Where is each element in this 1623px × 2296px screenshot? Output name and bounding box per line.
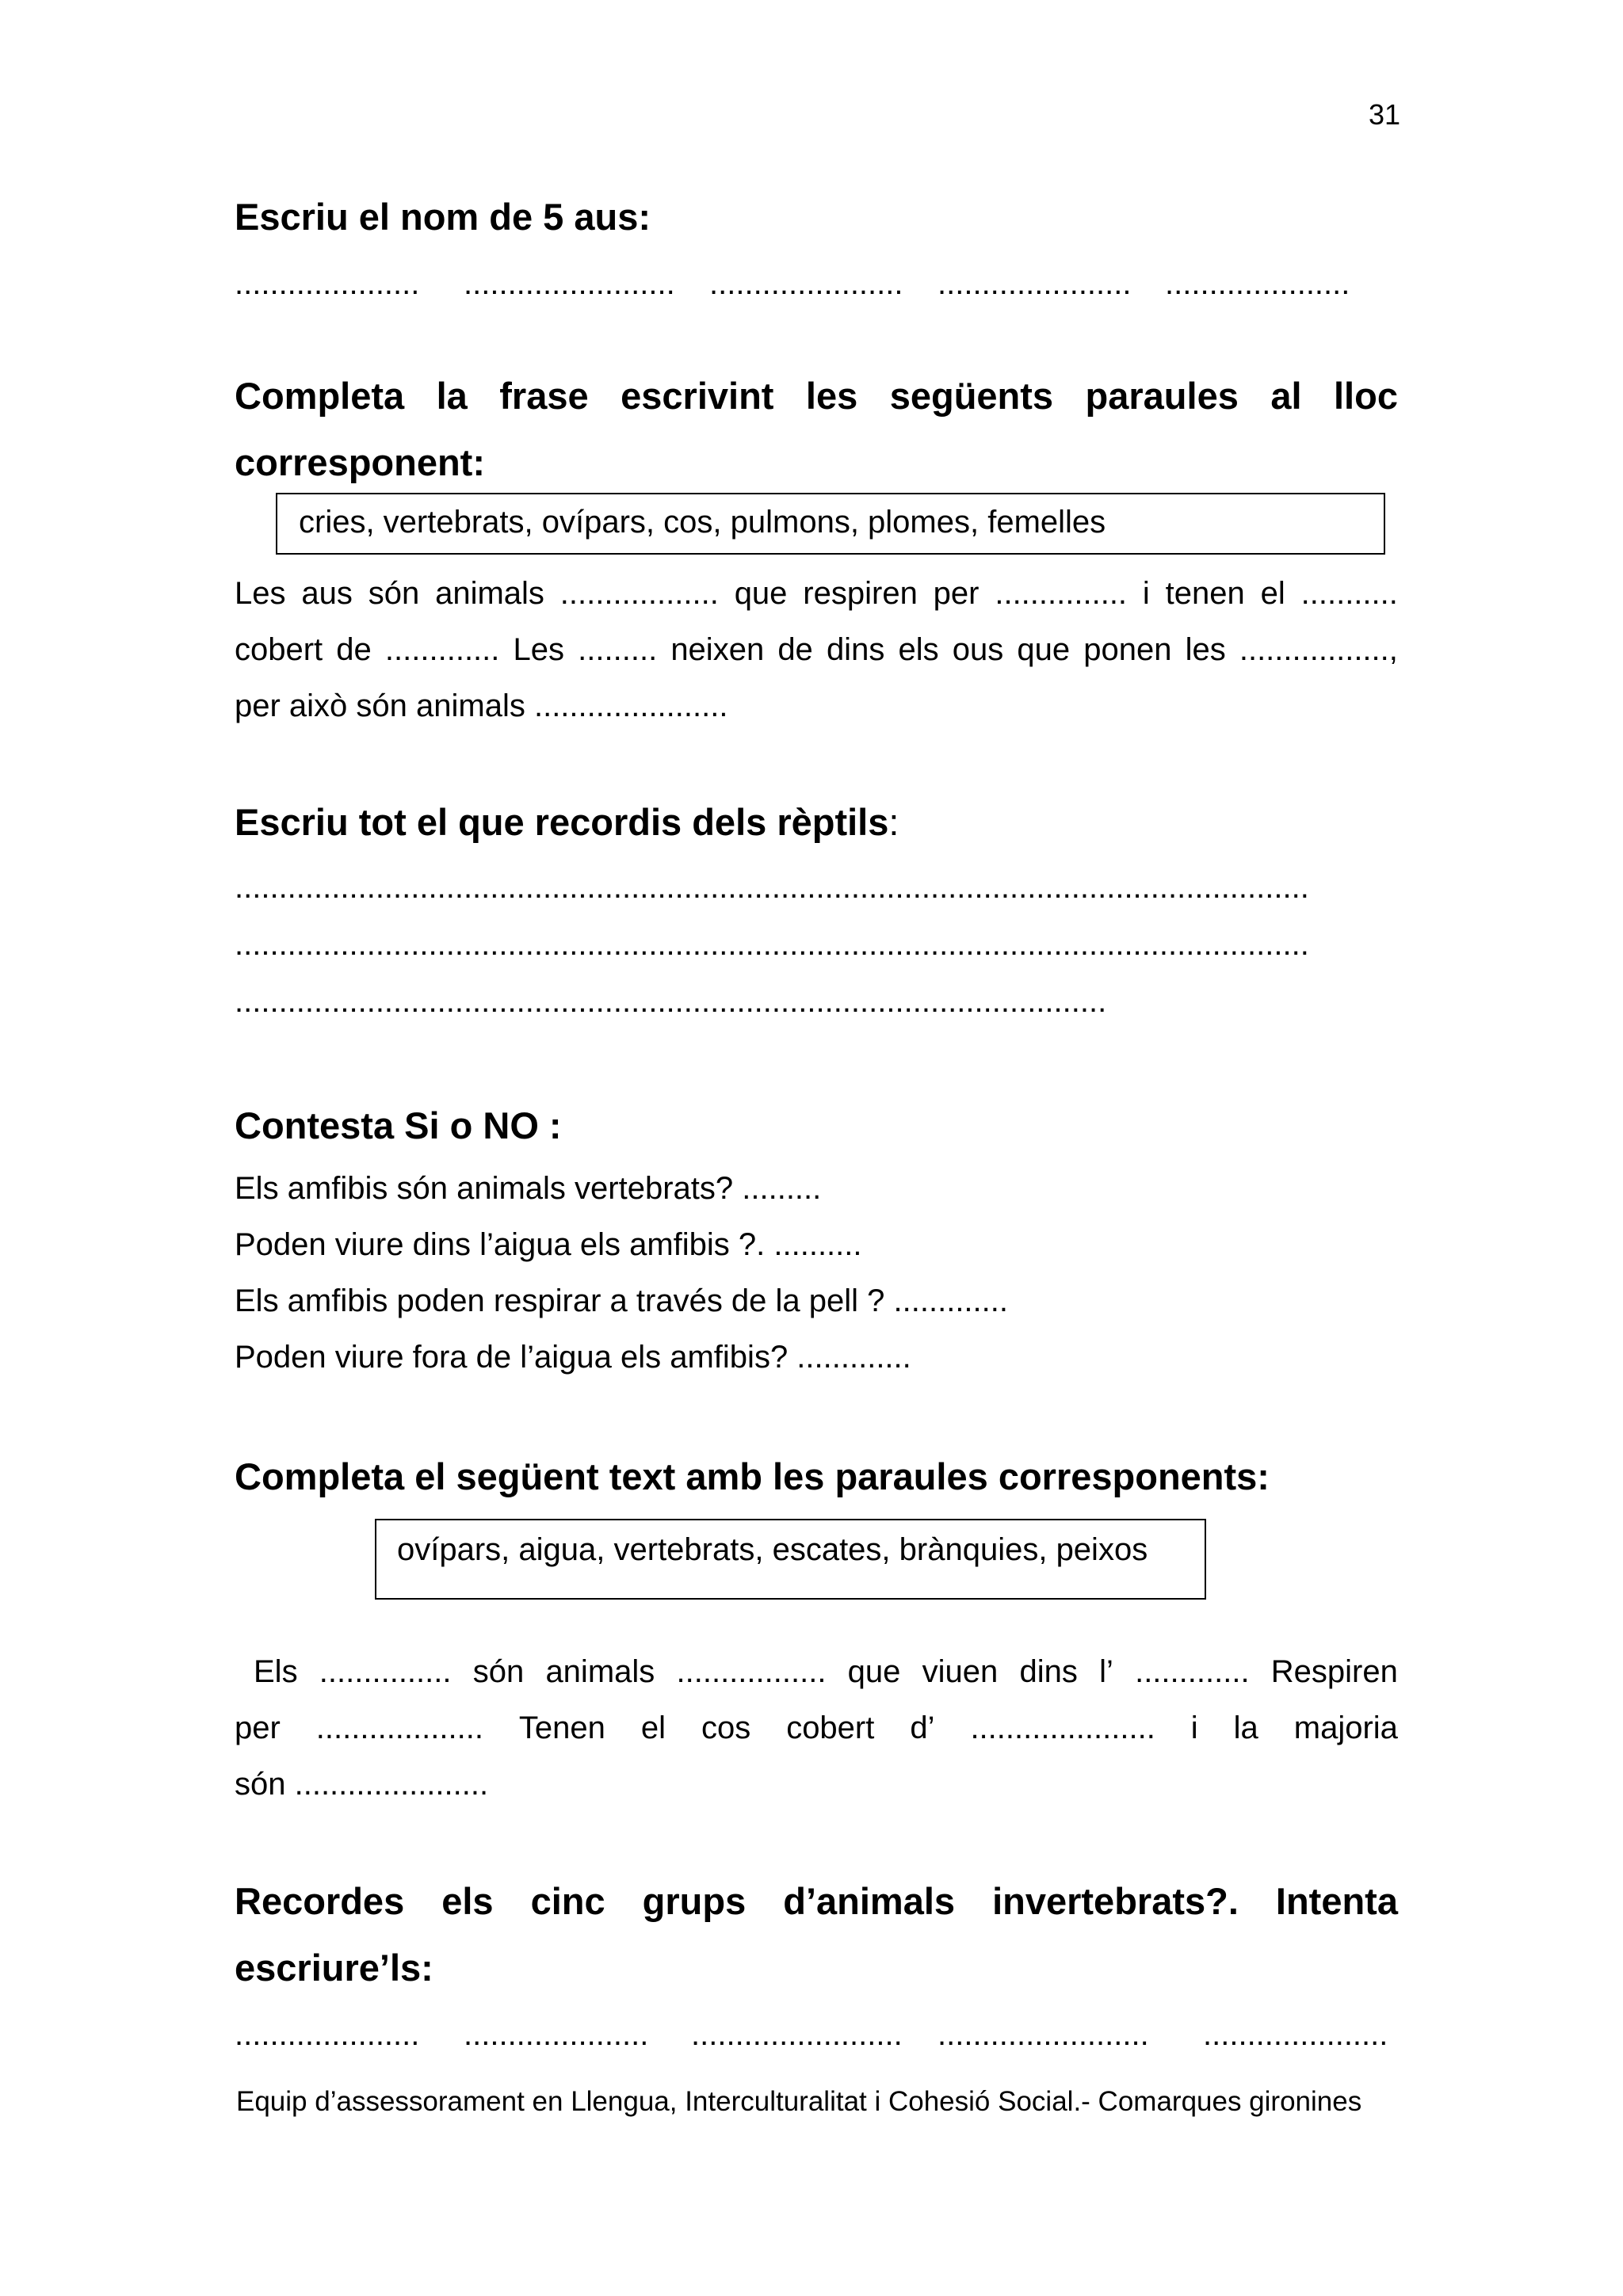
fill-blank[interactable]: ................. <box>676 1654 827 1689</box>
s6-blank-5[interactable]: ..................... <box>1203 2017 1388 2052</box>
heading-word: al <box>1270 375 1302 417</box>
text-word: ponen <box>1083 632 1172 667</box>
text-word: la <box>1233 1711 1258 1745</box>
page-footer: Equip d’assessorament en Llengua, Interculturalitat i Cohesió Social.- Comarques gironines <box>236 2086 1362 2117</box>
s1-blank-3[interactable]: ...................... <box>709 266 903 301</box>
text-word: el <box>1260 576 1285 611</box>
heading-word: següents <box>889 375 1054 417</box>
text-word: respiren <box>803 576 918 611</box>
s4-question-4: Poden viure fora de l’aigua els amfibis? ............. <box>235 1340 911 1375</box>
section2-text-line1 <box>235 576 1398 612</box>
text-word: Els <box>254 1654 298 1689</box>
text-word: Les <box>513 632 565 667</box>
section6-heading-line1 <box>235 1879 1398 1923</box>
text-word: són <box>472 1654 525 1689</box>
section4-heading: Contesta Si o NO : <box>235 1104 562 1146</box>
s6-blank-1[interactable]: ..................... <box>235 2017 420 2052</box>
text-word: Les <box>235 576 286 611</box>
text-word: per <box>235 1711 281 1745</box>
heading-word: paraules <box>1085 375 1239 417</box>
section5-word-box <box>375 1519 1206 1600</box>
text-word: animals <box>435 576 544 611</box>
text-word: que <box>734 576 788 611</box>
text-word: cos <box>701 1711 751 1745</box>
fill-blank[interactable]: .................. <box>559 576 719 611</box>
heading-word: escrivint <box>621 375 774 417</box>
heading-word: lloc <box>1334 375 1398 417</box>
text-word: Tenen <box>518 1711 605 1745</box>
section5-text-line3: són ...................... <box>235 1767 489 1802</box>
s1-blank-2[interactable]: ........................ <box>464 266 675 301</box>
text-word: i <box>1142 576 1150 611</box>
text-word: d’ <box>910 1711 935 1745</box>
text-word: majoria <box>1293 1711 1398 1745</box>
fill-blank[interactable]: ............... <box>319 1654 452 1689</box>
page-number: 31 <box>1369 98 1401 131</box>
fill-blank[interactable]: ........... <box>1300 576 1398 611</box>
text-word: de <box>777 632 813 667</box>
text-word: cobert <box>235 632 323 667</box>
section3-heading-text: Escriu tot el que recordis dels rèptils <box>235 801 889 843</box>
text-word: i <box>1190 1711 1198 1745</box>
section2-text-line2 <box>235 632 1398 668</box>
text-word: cobert <box>786 1711 875 1745</box>
heading-word: grups <box>642 1880 747 1922</box>
text-word: que <box>847 1654 901 1689</box>
section1-heading: Escriu el nom de 5 aus: <box>235 196 651 238</box>
s3-answer-line-2[interactable]: .......................................................................................................................... <box>235 927 1309 962</box>
s1-blank-1[interactable]: ..................... <box>235 266 420 301</box>
text-word: per <box>933 576 980 611</box>
section2-heading-line1 <box>235 374 1398 418</box>
heading-word: d’animals <box>783 1880 956 1922</box>
s1-blank-4[interactable]: ...................... <box>938 266 1132 301</box>
s4-question-3: Els amfibis poden respirar a través de la pell ? ............. <box>235 1283 1008 1318</box>
text-word: de <box>336 632 372 667</box>
section2-text-line3: per això són animals ...................... <box>235 688 728 723</box>
section5-text-line1 <box>254 1654 1398 1690</box>
text-word: aus <box>301 576 353 611</box>
section2-heading-line2: corresponent: <box>235 441 485 483</box>
s6-blank-4[interactable]: ........................ <box>938 2017 1149 2052</box>
text-word: el <box>640 1711 666 1745</box>
section5-word-bank: ovípars, aigua, vertebrats, escates, brànquies, peixos <box>397 1532 1148 1567</box>
text-word: els <box>898 632 939 667</box>
s6-blank-2[interactable]: ..................... <box>464 2017 649 2052</box>
section3-heading-colon: : <box>888 801 899 843</box>
text-word: viuen <box>922 1654 999 1689</box>
section5-heading: Completa el següent text amb les paraules corresponents: <box>235 1455 1270 1497</box>
heading-word: la <box>436 375 468 417</box>
heading-word: Completa <box>235 375 405 417</box>
s4-question-2: Poden viure dins l’aigua els amfibis ?. .......... <box>235 1227 862 1262</box>
text-word: l’ <box>1099 1654 1113 1689</box>
text-word: dins <box>826 632 885 667</box>
text-word: que <box>1017 632 1071 667</box>
fill-blank[interactable]: ................... <box>315 1711 483 1745</box>
section3-heading <box>235 800 899 844</box>
text-word: són <box>368 576 420 611</box>
text-word: ous <box>952 632 1004 667</box>
heading-word: cinc <box>530 1880 605 1922</box>
text-word: tenen <box>1165 576 1245 611</box>
fill-blank[interactable]: ............... <box>995 576 1128 611</box>
section2-word-bank: cries, vertebrats, ovípars, cos, pulmons, plomes, femelles <box>299 505 1106 540</box>
s4-question-1: Els amfibis són animals vertebrats? ......... <box>235 1171 822 1206</box>
s1-blank-5[interactable]: ..................... <box>1165 266 1350 301</box>
text-word: neixen <box>670 632 765 667</box>
text-word: dins <box>1019 1654 1078 1689</box>
fill-blank[interactable]: ..................... <box>970 1711 1155 1745</box>
heading-word: Recordes <box>235 1880 405 1922</box>
text-word: animals <box>545 1654 655 1689</box>
heading-word: invertebrats?. <box>992 1880 1239 1922</box>
section2-word-box <box>276 493 1385 555</box>
heading-word: els <box>441 1880 494 1922</box>
fill-blank[interactable]: ......... <box>578 632 658 667</box>
text-word: les <box>1185 632 1226 667</box>
fill-blank[interactable]: ............. <box>384 632 500 667</box>
s6-blank-3[interactable]: ........................ <box>691 2017 903 2052</box>
text-word: Respiren <box>1270 1654 1398 1689</box>
section5-text-line2 <box>235 1711 1398 1746</box>
heading-word: frase <box>499 375 589 417</box>
fill-blank[interactable]: ................., <box>1239 632 1398 667</box>
s3-answer-line-3[interactable]: ................................................................................................... <box>235 984 1107 1019</box>
heading-word: les <box>805 375 858 417</box>
s3-answer-line-1[interactable]: .......................................................................................................................... <box>235 870 1309 905</box>
fill-blank[interactable]: ............. <box>1135 1654 1250 1689</box>
heading-word: Intenta <box>1275 1880 1398 1922</box>
section6-heading-line2: escriure’ls: <box>235 1947 433 1989</box>
